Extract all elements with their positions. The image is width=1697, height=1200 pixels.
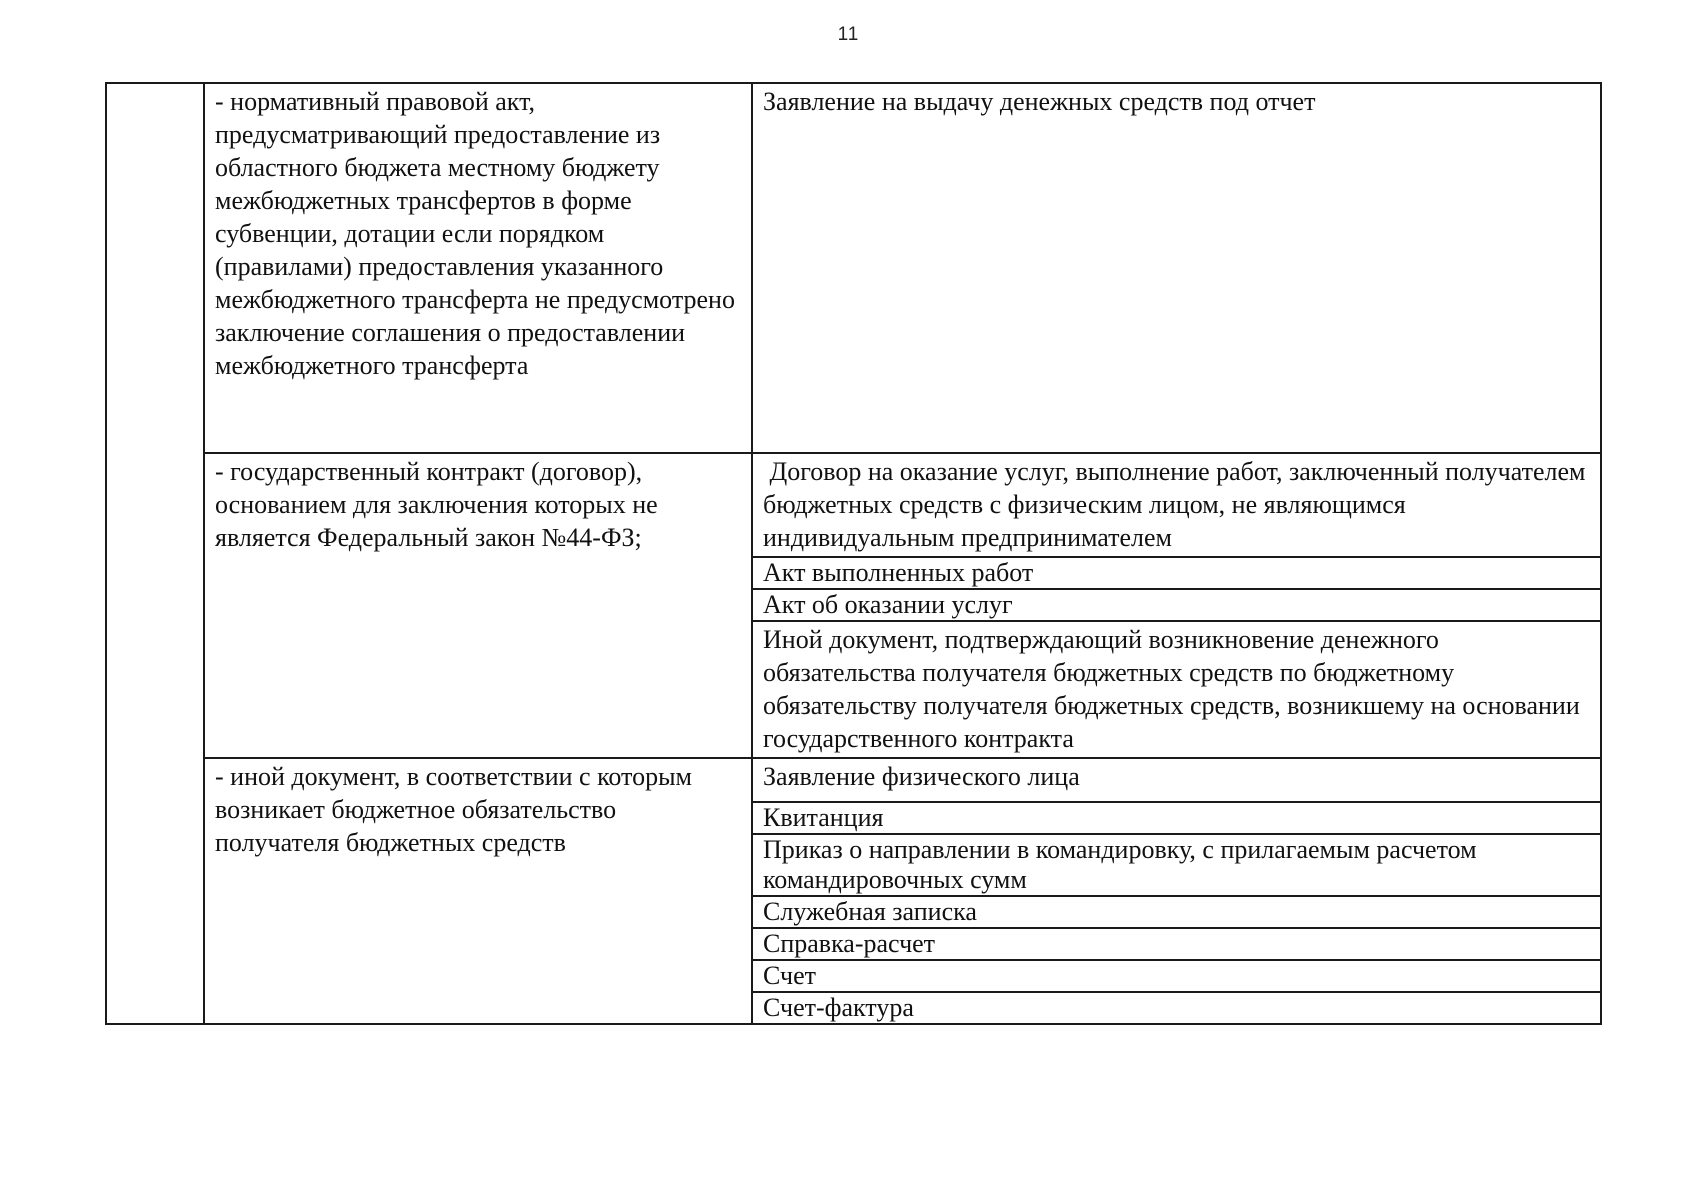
document-cell: Счет [752, 960, 1601, 992]
basis-cell-other-document: - иной документ, в соответствии с которым возникает бюджетное обязательство получателя бюджетных средств [204, 758, 752, 1024]
empty-first-column [106, 83, 204, 1024]
document-cell: Служебная записка [752, 896, 1601, 928]
document-cell: Заявление на выдачу денежных средств под отчет [752, 83, 1601, 453]
documents-table [105, 82, 1602, 1025]
document-cell: Акт выполненных работ [752, 557, 1601, 589]
document-cell: Квитанция [752, 802, 1601, 834]
page-number: 11 [837, 24, 860, 45]
table-row [106, 758, 1601, 802]
basis-cell-state-contract: - государственный контракт (договор), основанием для заключения которых не является Федеральный закон №44-ФЗ; [204, 453, 752, 758]
document-cell: Приказ о направлении в командировку, с прилагаемым расчетом командировочных сумм [752, 834, 1601, 896]
document-cell: Акт об оказании услуг [752, 589, 1601, 621]
table-row [106, 453, 1601, 557]
document-cell: Иной документ, подтверждающий возникновение денежного обязательства получателя бюджетных средств по бюджетному обязательству получателя бюджетных средств, возникшему на основании государственного контракта [752, 621, 1601, 758]
document-cell: Договор на оказание услуг, выполнение работ, заключенный получателем бюджетных средств с физическим лицом, не являющимся индивидуальным предпринимателем [752, 453, 1601, 557]
table-row [106, 83, 1601, 453]
document-cell: Заявление физического лица [752, 758, 1601, 802]
document-cell: Справка-расчет [752, 928, 1601, 960]
basis-cell-normative-act: - нормативный правовой акт, предусматривающий предоставление из областного бюджета местному бюджету межбюджетных трансфертов в форме субвенции, дотации если порядком (правилами) предоставления указанного межбюджетного трансферта не предусмотрено заключение соглашения о предоставлении межбюджетного трансферта [204, 83, 752, 453]
document-cell: Счет-фактура [752, 992, 1601, 1024]
